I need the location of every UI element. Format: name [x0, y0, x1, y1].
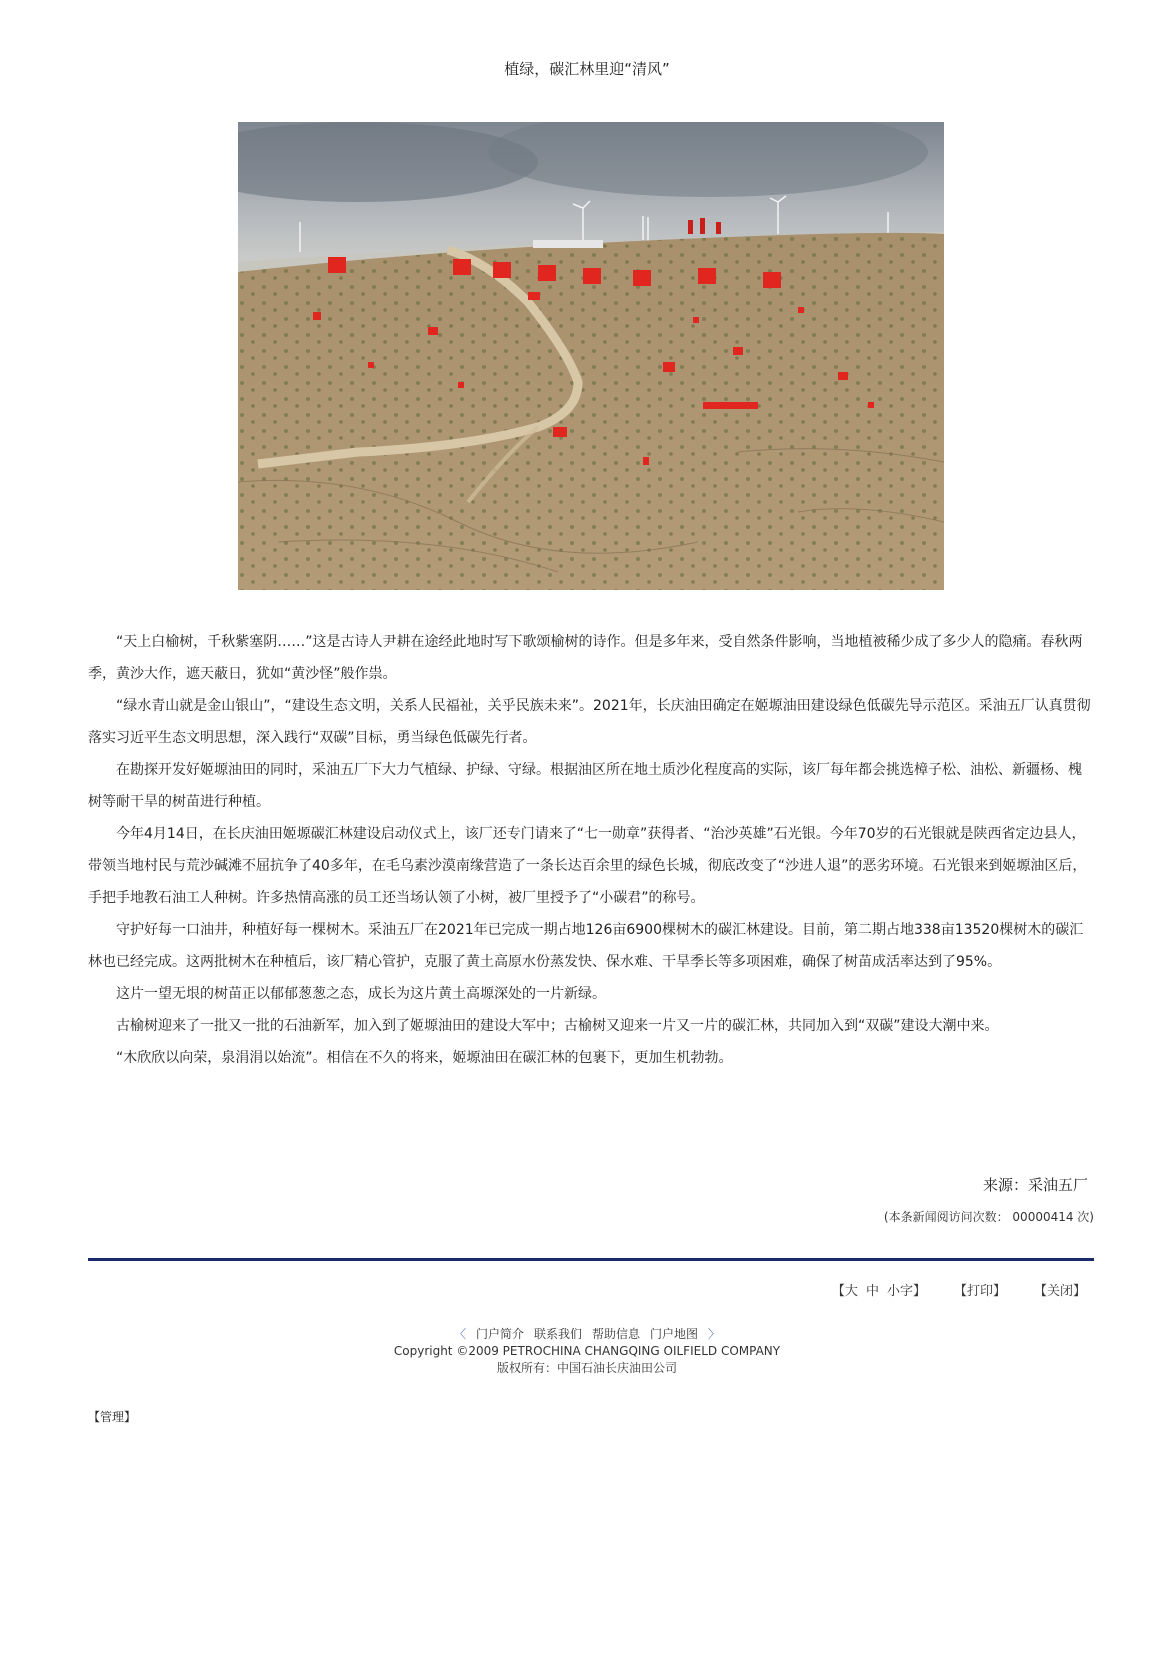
- article-paragraph: 守护好每一口油井，种植好每一棵树木。采油五厂在2021年已完成一期占地126亩6900棵树木的碳汇林建设。目前，第二期占地338亩13520棵树木的碳汇林也已经完成。这两批树木在种植后，该厂精心管护，克服了黄土高原水份蒸发快、保水难、干旱季长等多项困难，确保了树苗成活率达到了95%。: [88, 922, 1084, 970]
- font-large-button[interactable]: 【大: [831, 1284, 858, 1299]
- divider: [88, 1258, 1094, 1261]
- copyright-owner: 版权所有：中国石油长庆油田公司: [496, 1361, 677, 1375]
- site-footer: [0, 1326, 1174, 1377]
- footer-link-help[interactable]: 帮助信息: [592, 1327, 641, 1341]
- close-button[interactable]: 【关闭】: [1033, 1284, 1086, 1299]
- article-paragraph: “绿水青山就是金山银山”，“建设生态文明，关系人民福祉，关乎民族未来”。2021年，长庆油田确定在姬塬油田建设绿色低碳先导示范区。采油五厂认真贯彻落实习近平生态文明思想，深入践行“双碳”目标，勇当绿色低碳先行者。: [88, 698, 1091, 746]
- view-counter: (本条新闻阅访问次数： 00000414 次): [883, 1210, 1094, 1224]
- article-source: 来源：采油五厂: [982, 1176, 1088, 1194]
- chevron-right-icon: 〉: [708, 1327, 721, 1341]
- font-medium-button[interactable]: 中: [865, 1284, 879, 1299]
- copyright: Copyright ©2009 PETROCHINA CHANGQING OILFIELD COMPANY: [393, 1344, 781, 1358]
- article-controls: [832, 1280, 1086, 1299]
- font-size-controls: [832, 1280, 926, 1299]
- article-paragraph: “木欣欣以向荣，泉涓涓以始流”。相信在不久的将来，姬塬油田在碳汇林的包裹下，更加生机勃勃。: [116, 1050, 733, 1066]
- article-body: [88, 626, 1094, 1074]
- article-paragraph: 在勘探开发好姬塬油田的同时，采油五厂下大力气植绿、护绿、守绿。根据油区所在地土质沙化程度高的实际，该厂每年都会挑选樟子松、油松、新疆杨、槐树等耐干旱的树苗进行种植。: [88, 762, 1082, 810]
- print-button[interactable]: 【打印】: [953, 1284, 1006, 1299]
- footer-link-contact[interactable]: 联系我们: [533, 1327, 582, 1341]
- page-title: 植绿，碳汇林里迎“清风”: [504, 60, 670, 78]
- article-paragraph: 今年4月14日，在长庆油田姬塬碳汇林建设启动仪式上，该厂还专门请来了“七一勋章”获得者、“治沙英雄”石光银。今年70岁的石光银就是陕西省定边县人，带领当地村民与荒沙碱滩不屈抗争了40多年，在毛乌素沙漠南缘营造了一条长达百余里的绿色长城，彻底改变了“沙进人退”的恶劣环境。石光银来到姬塬油区后，手把手地教石油工人种树。许多热情高涨的员工还当场认领了小树，被厂里授予了“小碳君”的称号。: [88, 826, 1087, 906]
- footer-links: [0, 1326, 1174, 1343]
- article-paragraph: 古榆树迎来了一批又一批的石油新军，加入到了姬塬油田的建设大军中；古榆树又迎来一片又一片的碳汇林，共同加入到“双碳”建设大潮中来。: [116, 1018, 999, 1034]
- footer-link-about[interactable]: 门户简介: [475, 1327, 524, 1341]
- admin-link[interactable]: 【管理】: [88, 1410, 137, 1424]
- article-paragraph: 这片一望无垠的树苗正以郁郁葱葱之态，成长为这片黄土高塬深处的一片新绿。: [116, 986, 606, 1002]
- footer-link-sitemap[interactable]: 门户地图: [650, 1327, 699, 1341]
- article-paragraph: “天上白榆树，千秋紫塞阴……”这是古诗人尹耕在途经此地时写下歌颂榆树的诗作。但是多年来，受自然条件影响，当地植被稀少成了多少人的隐痛。春秋两季，黄沙大作，遮天蔽日，犹如“黄沙怪”般作祟。: [88, 634, 1083, 682]
- font-small-button[interactable]: 小字】: [886, 1284, 926, 1299]
- chevron-left-icon: 〈: [453, 1327, 466, 1341]
- article-photo: [238, 122, 944, 590]
- carbon-forest-photo: [238, 122, 944, 590]
